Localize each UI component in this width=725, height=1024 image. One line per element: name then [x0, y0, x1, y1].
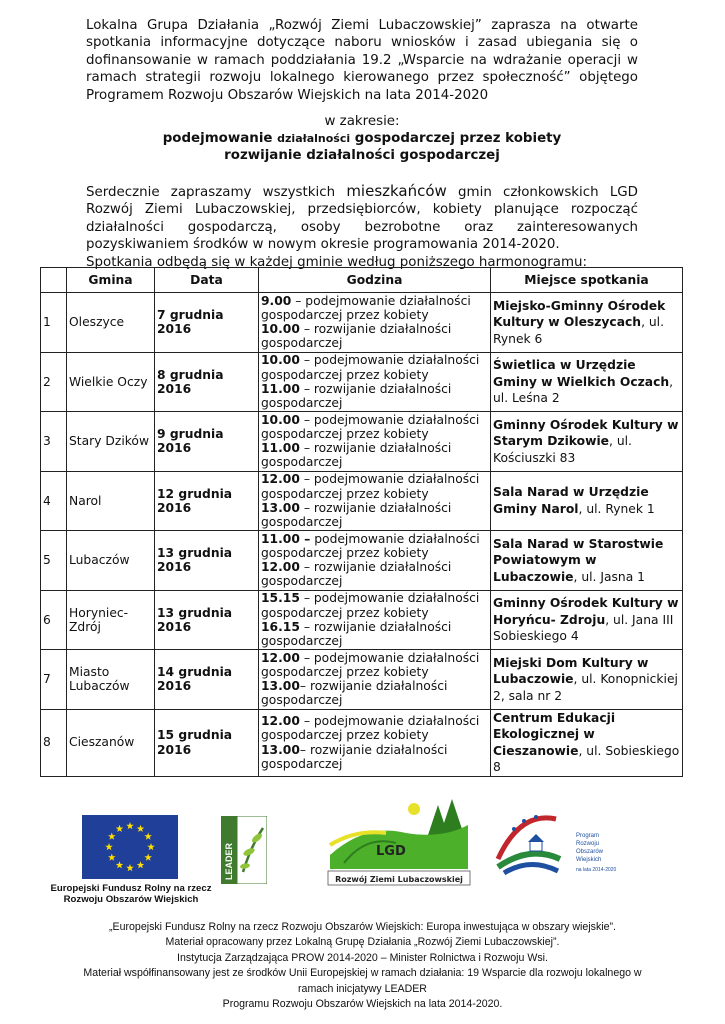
table-row [41, 352, 683, 412]
table-row [41, 412, 683, 472]
topic1-part-b: działalności [277, 132, 351, 145]
hour-slot-1 [261, 294, 488, 322]
row-number: 1 [41, 293, 67, 353]
hour-slot-1 [261, 714, 488, 742]
schedule-intro: Spotkania odbędą się w każdej gminie według poniższego harmonogramu: [86, 254, 588, 270]
place-address: , ul. Jana III Sobieskiego 4 [493, 612, 674, 643]
invite-residents: mieszkańców [346, 182, 447, 200]
place-address: , ul. Jasna 1 [573, 569, 645, 584]
prow-dot-2 [522, 819, 526, 823]
hour-1-topic: – podejmowanie działalności gospodarczej przez kobiety [261, 650, 480, 680]
row-gmina: Horyniec-Zdrój [67, 590, 155, 650]
row-hours [259, 293, 491, 353]
place-name: Sala Narad w Starostwie Powiatowym w Lubaczowie [493, 536, 664, 584]
hour-2-topic: – rozwijanie działalności gospodarczej [261, 679, 448, 708]
scope-label: w zakresie: [324, 114, 400, 129]
hour-slot-1 [261, 472, 488, 500]
footer-line-4: Materiał współfinansowany jest ze środków Unii Europejskiej w ramach działania: 19 Wsparcie dla rozwoju lokalnego w ramach inicjatywy LEADER [83, 967, 642, 995]
row-number: 2 [41, 352, 67, 412]
table-row [41, 531, 683, 591]
prow-line-2: Rozwoju [576, 841, 600, 847]
prow-house [530, 841, 542, 851]
intro-paragraph: Lokalna Grupa Działania „Rozwój Ziemi Lubaczowskiej” zaprasza na otwarte spotkania informacyjne dotyczące naboru wniosków i zasad ubiegania się o dofinansowanie w ramach poddziałania 19.2 „Wsparcie na wdrażanie operacji w ramach strategii rozwoju lokalnego kierowanego przez społeczność” objętego Programem Rozwoju Obszarów Wiejskich na lata 2014-2020 [86, 18, 638, 103]
row-gmina: Wielkie Oczy [67, 352, 155, 412]
row-gmina: Oleszyce [67, 293, 155, 353]
place-address: , ul. Rynek 1 [578, 501, 655, 516]
schedule-table [40, 267, 683, 777]
hour-2-topic: – rozwijanie działalności gospodarczej [261, 560, 452, 589]
row-date: 15 grudnia 2016 [155, 709, 259, 776]
row-hours [259, 650, 491, 710]
prow-dot-1 [512, 827, 516, 831]
prow-line-3: Obszarów [576, 849, 604, 855]
hour-2: 13.00 [261, 742, 300, 757]
hour-1-topic: – podejmowanie działalności gospodarczej przez kobiety [261, 472, 480, 501]
hour-1: 12.00 [261, 714, 300, 729]
logos-row [0, 795, 725, 910]
hour-2: 12.00 [261, 560, 300, 575]
hour-slot-2 [261, 679, 488, 707]
topic1-part-c: gospodarczej przez kobiety [350, 131, 562, 146]
table-row [41, 650, 683, 710]
header-gmina: Gmina [67, 268, 155, 293]
row-number: 6 [41, 590, 67, 650]
hour-1-topic: podejmowanie działalności gospodarczej przez kobiety [261, 531, 480, 561]
lgd-sun [408, 803, 420, 815]
hour-slot-2 [261, 501, 488, 529]
row-hours [259, 471, 491, 531]
table-row [41, 293, 683, 353]
hour-slot-1 [261, 353, 488, 381]
footer-line-1: „Europejski Fundusz Rolny na rzecz Rozwoju Obszarów Wiejskich: Europa inwestująca w obszary wiejskie”. [109, 921, 616, 933]
topic1-part-a: podejmowanie [162, 131, 278, 146]
hour-2-topic: – rozwijanie działalności gospodarczej [261, 441, 452, 470]
hour-1: 10.00 [261, 353, 300, 368]
place-name: Sala Narad w Urzędzie Gminy Narol [493, 485, 649, 516]
place-name: Gminny Ośrodek Kultury w Horyńcu- Zdroju [493, 596, 679, 627]
row-number: 4 [41, 471, 67, 531]
table-header-row [41, 268, 683, 293]
leader-logo [221, 816, 267, 884]
table-row [41, 471, 683, 531]
hour-slot-1 [261, 591, 488, 619]
row-date: 9 grudnia 2016 [155, 412, 259, 472]
hour-1-topic: – podejmowanie działalności gospodarczej przez kobiety [261, 293, 471, 323]
footer-line-5: Programu Rozwoju Obszarów Wiejskich na lata 2014-2020. [222, 998, 503, 1011]
hour-2: 13.00 [261, 679, 300, 694]
hour-2: 13.00 [261, 500, 300, 515]
hour-1-topic: – podejmowanie działalności gospodarczej przez kobiety [261, 714, 480, 743]
lgd-logo [326, 795, 472, 887]
place-address: , ul. Konopnickiej 2, sala nr 2 [493, 672, 678, 703]
row-gmina: Narol [67, 471, 155, 531]
prow-blue-arc [504, 864, 558, 873]
hour-1-topic: – podejmowanie działalności gospodarczej przez kobiety [261, 353, 480, 382]
hour-2-topic: – rozwijanie działalności gospodarczej [261, 322, 452, 351]
hour-2: 16.15 [261, 619, 300, 634]
invitation-block [86, 183, 638, 271]
row-place [491, 412, 683, 472]
table-row [41, 709, 683, 776]
hour-1-topic: – podejmowanie działalności gospodarczej przez kobiety [261, 591, 480, 620]
lgd-title: LGD [376, 844, 406, 859]
place-address: , ul. Kościuszki 83 [493, 434, 632, 465]
row-date: 8 grudnia 2016 [155, 352, 259, 412]
eu-fund-caption: Europejski Fundusz Rolny na rzecz Rozwoju Obszarów Wiejskich [50, 883, 212, 905]
topic-business-development: rozwijanie działalności gospodarczej [224, 148, 500, 163]
hour-1: 12.00 [261, 650, 300, 665]
place-name: Centrum Edukacji Ekologicznej w Cieszanowie [493, 710, 616, 758]
leader-text: LEADER [224, 842, 234, 880]
row-place [491, 352, 683, 412]
footer [80, 920, 645, 1012]
footer-line-2: Materiał opracowany przez Lokalną Grupę Działania „Rozwój Ziemi Lubaczowskiej”. [165, 936, 560, 949]
prow-line-1: Program [576, 833, 600, 839]
row-number: 3 [41, 412, 67, 472]
lgd-name: Rozwój Ziemi Lubaczowskiej [335, 875, 463, 884]
hour-1: 12.00 [261, 472, 300, 487]
row-date: 13 grudnia 2016 [155, 590, 259, 650]
hour-slot-2 [261, 560, 488, 588]
header-place: Miejsce spotkania [491, 268, 683, 293]
place-address: , ul. Leśna 2 [493, 374, 674, 405]
place-name: Miejsko-Gminny Ośrodek Kultury w Oleszycach [493, 298, 666, 329]
hour-2-topic: – rozwijanie działalności gospodarczej [261, 619, 452, 648]
row-number: 8 [41, 709, 67, 776]
hour-1-topic: – podejmowanie działalności gospodarczej przez kobiety [261, 412, 480, 442]
prow-dot-3 [534, 815, 538, 819]
hour-2: 11.00 [261, 381, 300, 396]
place-name: Gminny Ośrodek Kultury w Starym Dzikowie [493, 417, 679, 448]
place-name: Miejski Dom Kultury w Lubaczowie [493, 655, 649, 686]
hour-1: 15.15 [261, 591, 300, 606]
header-hour: Godzina [259, 268, 491, 293]
row-place [491, 590, 683, 650]
header-number [41, 268, 67, 293]
eu-flag-logo [82, 815, 178, 879]
row-hours [259, 352, 491, 412]
hour-2-topic: – rozwijanie działalności gospodarczej [261, 381, 452, 410]
place-address: , ul. Rynek 6 [493, 315, 664, 346]
prow-line-4: Wiejskich [576, 857, 602, 863]
invitation-paragraph [86, 183, 638, 254]
prow-house-roof [528, 834, 544, 842]
hour-2-topic: – rozwijanie działalności gospodarczej [261, 742, 448, 771]
row-gmina: Lubaczów [67, 531, 155, 591]
topic-women-business [86, 130, 638, 147]
row-number: 7 [41, 650, 67, 710]
hour-2: 11.00 [261, 441, 300, 456]
place-address: , ul. Sobieskiego 8 [493, 743, 680, 774]
row-date: 14 grudnia 2016 [155, 650, 259, 710]
row-hours [259, 709, 491, 776]
hour-1: 10.00 [261, 412, 300, 427]
invite-part-1: Serdecznie zapraszamy wszystkich [86, 185, 347, 200]
row-date: 13 grudnia 2016 [155, 531, 259, 591]
header-date: Data [155, 268, 259, 293]
hour-2-topic: – rozwijanie działalności gospodarczej [261, 500, 452, 529]
hour-slot-2 [261, 743, 488, 771]
hour-slot-2 [261, 382, 488, 410]
hour-slot-1 [261, 413, 488, 441]
row-hours [259, 412, 491, 472]
table-row [41, 590, 683, 650]
row-place [491, 650, 683, 710]
hour-1: 11.00 – [261, 531, 311, 546]
prow-years: na lata 2014-2020 [576, 867, 617, 873]
footer-line-3: Instytucja Zarządzająca PROW 2014-2020 – Minister Rolnictwa i Rozwoju Wsi. [177, 951, 548, 964]
row-gmina: Miasto Lubaczów [67, 650, 155, 710]
place-name: Świetlica w Urzędzie Gminy w Wielkich Oczach [493, 358, 670, 389]
row-place [491, 293, 683, 353]
hour-2: 10.00 [261, 322, 300, 337]
prow-logo [490, 801, 625, 885]
row-hours [259, 590, 491, 650]
row-date: 12 grudnia 2016 [155, 471, 259, 531]
invite-part-rest: gmin członkowskich LGD Rozwój Ziemi Lubaczowskiej, przedsiębiorców, kobiety planujące rozpocząć działalności gospodarczą, osoby bezrobotne oraz zainteresowanych pozyskiwaniem środków w nowym okresie programowania 2014-2020. [86, 185, 638, 253]
row-place [491, 531, 683, 591]
scope-block [86, 113, 638, 164]
row-place [491, 471, 683, 531]
row-gmina: Cieszanów [67, 709, 155, 776]
hour-slot-1 [261, 532, 488, 560]
hour-slot-2 [261, 322, 488, 350]
row-date: 7 grudnia 2016 [155, 293, 259, 353]
row-gmina: Stary Dzików [67, 412, 155, 472]
hour-1: 9.00 [261, 293, 292, 308]
row-number: 5 [41, 531, 67, 591]
hour-slot-2 [261, 441, 488, 469]
hour-slot-1 [261, 651, 488, 679]
hour-slot-2 [261, 620, 488, 648]
row-hours [259, 531, 491, 591]
row-place [491, 709, 683, 776]
